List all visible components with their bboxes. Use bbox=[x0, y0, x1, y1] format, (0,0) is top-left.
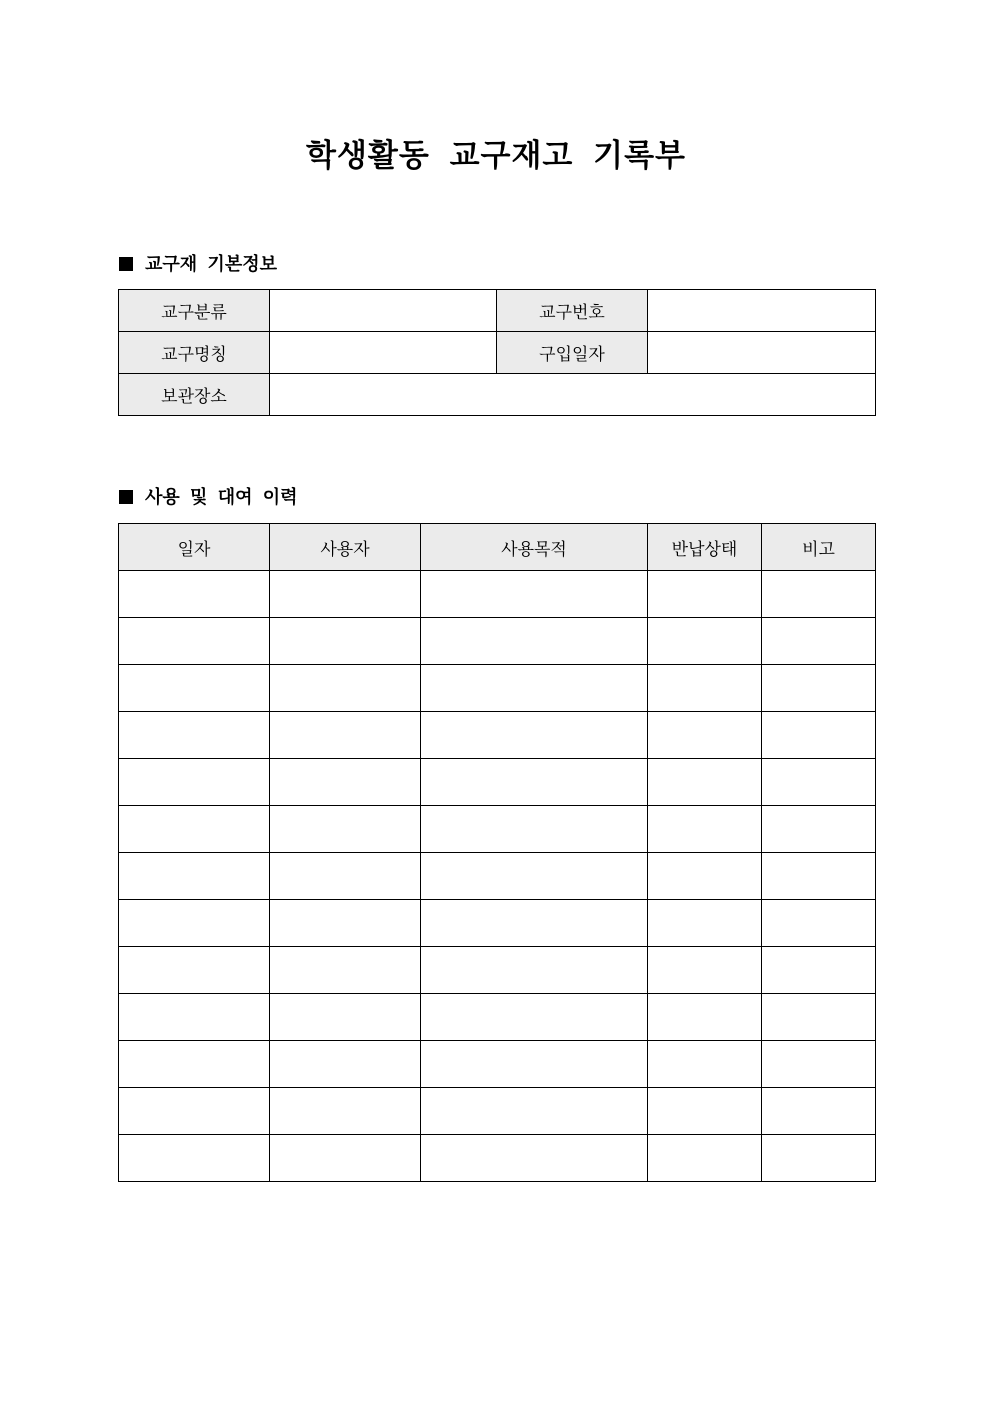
name-value-cell[interactable] bbox=[270, 332, 497, 374]
log-cell-return-status[interactable] bbox=[648, 900, 762, 947]
log-cell-date[interactable] bbox=[119, 571, 270, 618]
log-cell-remarks[interactable] bbox=[762, 571, 876, 618]
log-cell-user[interactable] bbox=[270, 759, 421, 806]
info-section-heading-text: 교구재 기본정보 bbox=[145, 254, 277, 275]
log-cell-purpose[interactable] bbox=[421, 900, 648, 947]
purchase-date-label: 구입일자 bbox=[497, 332, 648, 374]
log-cell-remarks[interactable] bbox=[762, 806, 876, 853]
log-body bbox=[119, 571, 876, 1182]
log-cell-remarks[interactable] bbox=[762, 712, 876, 759]
table-row bbox=[119, 712, 876, 759]
log-cell-remarks[interactable] bbox=[762, 618, 876, 665]
table-row bbox=[119, 665, 876, 712]
log-cell-return-status[interactable] bbox=[648, 1088, 762, 1135]
log-cell-user[interactable] bbox=[270, 618, 421, 665]
table-row bbox=[119, 853, 876, 900]
log-cell-return-status[interactable] bbox=[648, 853, 762, 900]
table-row bbox=[119, 806, 876, 853]
log-cell-return-status[interactable] bbox=[648, 947, 762, 994]
log-cell-purpose[interactable] bbox=[421, 618, 648, 665]
log-cell-remarks[interactable] bbox=[762, 900, 876, 947]
log-cell-date[interactable] bbox=[119, 665, 270, 712]
log-cell-date[interactable] bbox=[119, 1135, 270, 1182]
log-cell-purpose[interactable] bbox=[421, 947, 648, 994]
log-cell-remarks[interactable] bbox=[762, 1041, 876, 1088]
table-row bbox=[119, 571, 876, 618]
log-cell-date[interactable] bbox=[119, 853, 270, 900]
name-label: 교구명칭 bbox=[119, 332, 270, 374]
log-cell-purpose[interactable] bbox=[421, 665, 648, 712]
info-row-category bbox=[119, 290, 876, 332]
log-cell-remarks[interactable] bbox=[762, 853, 876, 900]
log-cell-date[interactable] bbox=[119, 947, 270, 994]
log-cell-purpose[interactable] bbox=[421, 853, 648, 900]
table-row bbox=[119, 947, 876, 994]
log-cell-return-status[interactable] bbox=[648, 618, 762, 665]
storage-label: 보관장소 bbox=[119, 374, 270, 416]
table-row bbox=[119, 1135, 876, 1182]
log-cell-purpose[interactable] bbox=[421, 712, 648, 759]
column-header-remarks: 비고 bbox=[762, 524, 876, 571]
log-cell-remarks[interactable] bbox=[762, 665, 876, 712]
log-cell-purpose[interactable] bbox=[421, 1041, 648, 1088]
usage-log-table bbox=[118, 523, 876, 1182]
purchase-date-value-cell[interactable] bbox=[648, 332, 876, 374]
log-cell-user[interactable] bbox=[270, 853, 421, 900]
table-row bbox=[119, 618, 876, 665]
square-bullet-icon bbox=[119, 257, 133, 271]
number-label: 교구번호 bbox=[497, 290, 648, 332]
log-cell-date[interactable] bbox=[119, 1088, 270, 1135]
log-cell-user[interactable] bbox=[270, 947, 421, 994]
log-cell-return-status[interactable] bbox=[648, 759, 762, 806]
document-title: 학생활동 교구재고 기록부 bbox=[306, 138, 686, 174]
log-cell-user[interactable] bbox=[270, 665, 421, 712]
log-cell-user[interactable] bbox=[270, 1041, 421, 1088]
log-cell-date[interactable] bbox=[119, 900, 270, 947]
log-cell-user[interactable] bbox=[270, 994, 421, 1041]
log-cell-remarks[interactable] bbox=[762, 1088, 876, 1135]
log-cell-date[interactable] bbox=[119, 712, 270, 759]
log-cell-user[interactable] bbox=[270, 571, 421, 618]
column-header-date: 일자 bbox=[119, 524, 270, 571]
log-cell-date[interactable] bbox=[119, 759, 270, 806]
equipment-info-table bbox=[118, 289, 876, 416]
info-row-name bbox=[119, 332, 876, 374]
table-row bbox=[119, 994, 876, 1041]
table-row bbox=[119, 1088, 876, 1135]
log-cell-purpose[interactable] bbox=[421, 571, 648, 618]
log-section-heading bbox=[119, 486, 298, 510]
log-cell-user[interactable] bbox=[270, 1088, 421, 1135]
table-row bbox=[119, 900, 876, 947]
info-section-heading bbox=[119, 253, 277, 277]
log-cell-return-status[interactable] bbox=[648, 665, 762, 712]
log-cell-return-status[interactable] bbox=[648, 806, 762, 853]
log-header-row bbox=[119, 524, 876, 571]
log-cell-return-status[interactable] bbox=[648, 712, 762, 759]
category-label: 교구분류 bbox=[119, 290, 270, 332]
log-cell-return-status[interactable] bbox=[648, 1041, 762, 1088]
log-section-heading-text: 사용 및 대여 이력 bbox=[145, 487, 298, 508]
log-cell-remarks[interactable] bbox=[762, 759, 876, 806]
log-cell-user[interactable] bbox=[270, 900, 421, 947]
info-row-storage bbox=[119, 374, 876, 416]
log-cell-date[interactable] bbox=[119, 1041, 270, 1088]
category-value-cell[interactable] bbox=[270, 290, 497, 332]
log-cell-purpose[interactable] bbox=[421, 759, 648, 806]
log-cell-return-status[interactable] bbox=[648, 571, 762, 618]
column-header-purpose: 사용목적 bbox=[421, 524, 648, 571]
log-cell-date[interactable] bbox=[119, 618, 270, 665]
log-cell-purpose[interactable] bbox=[421, 1088, 648, 1135]
storage-value-cell[interactable] bbox=[270, 374, 876, 416]
square-bullet-icon bbox=[119, 490, 133, 504]
number-value-cell[interactable] bbox=[648, 290, 876, 332]
log-cell-purpose[interactable] bbox=[421, 994, 648, 1041]
log-cell-date[interactable] bbox=[119, 806, 270, 853]
log-cell-purpose[interactable] bbox=[421, 806, 648, 853]
table-row bbox=[119, 1041, 876, 1088]
log-cell-remarks[interactable] bbox=[762, 947, 876, 994]
log-cell-return-status[interactable] bbox=[648, 994, 762, 1041]
column-header-return-status: 반납상태 bbox=[648, 524, 762, 571]
log-cell-purpose[interactable] bbox=[421, 1135, 648, 1182]
log-cell-remarks[interactable] bbox=[762, 1135, 876, 1182]
log-cell-user[interactable] bbox=[270, 712, 421, 759]
log-cell-return-status[interactable] bbox=[648, 1135, 762, 1182]
column-header-user: 사용자 bbox=[270, 524, 421, 571]
log-cell-remarks[interactable] bbox=[762, 994, 876, 1041]
log-cell-date[interactable] bbox=[119, 994, 270, 1041]
log-cell-user[interactable] bbox=[270, 1135, 421, 1182]
log-cell-user[interactable] bbox=[270, 806, 421, 853]
table-row bbox=[119, 759, 876, 806]
